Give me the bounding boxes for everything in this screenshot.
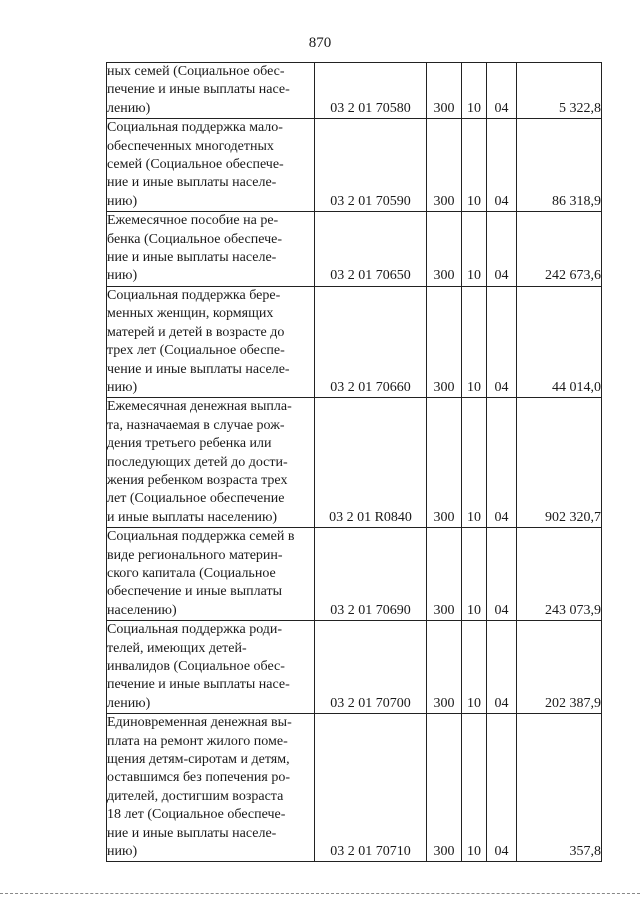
row-name: Социальная поддержка бере- менных женщин, кормящих матерей и детей в возрасте до трех лет (Социальное обеспе- чение и иные выплаты населе- нию) bbox=[107, 286, 315, 397]
row-code: 03 2 01 70690 bbox=[315, 528, 427, 621]
table-row bbox=[107, 398, 602, 528]
table-row bbox=[107, 63, 602, 119]
row-amount: 242 673,6 bbox=[517, 212, 602, 287]
row-name: Социальная поддержка роди- телей, имеющих детей- инвалидов (Социальное обес- печение и иные выплаты насе- лению) bbox=[107, 621, 315, 714]
row-amount: 202 387,9 bbox=[517, 621, 602, 714]
row-rz: 10 bbox=[462, 286, 487, 397]
row-code: 03 2 01 70660 bbox=[315, 286, 427, 397]
row-name: Ежемесячная денежная выпла- та, назначаемая в случае рож- дения третьего ребенка или последующих детей до дости- жения ребенком возраста трех лет (Социальное обеспечение и иные выплаты населению) bbox=[107, 398, 315, 528]
table-row bbox=[107, 286, 602, 397]
row-vr: 300 bbox=[427, 119, 462, 212]
scan-bottom-edge bbox=[0, 893, 640, 894]
row-pr: 04 bbox=[487, 286, 517, 397]
row-code: 03 2 01 70710 bbox=[315, 714, 427, 862]
row-rz: 10 bbox=[462, 119, 487, 212]
row-pr: 04 bbox=[487, 621, 517, 714]
row-pr: 04 bbox=[487, 528, 517, 621]
table-row bbox=[107, 714, 602, 862]
row-code: 03 2 01 R0840 bbox=[315, 398, 427, 528]
row-vr: 300 bbox=[427, 286, 462, 397]
row-vr: 300 bbox=[427, 63, 462, 119]
row-name: Социальная поддержка мало- обеспеченных многодетных семей (Социальное обеспече- ние и иные выплаты населе- нию) bbox=[107, 119, 315, 212]
row-vr: 300 bbox=[427, 212, 462, 287]
row-vr: 300 bbox=[427, 714, 462, 862]
row-name: Единовременная денежная вы- плата на ремонт жилого поме- щения детям-сиротам и детям, оставшимся без попечения ро- дителей, достигшим возраста 18 лет (Социальное обеспече- ние и иные выплаты населе- нию) bbox=[107, 714, 315, 862]
row-code: 03 2 01 70580 bbox=[315, 63, 427, 119]
row-pr: 04 bbox=[487, 714, 517, 862]
row-amount: 86 318,9 bbox=[517, 119, 602, 212]
row-rz: 10 bbox=[462, 212, 487, 287]
row-amount: 5 322,8 bbox=[517, 63, 602, 119]
row-amount: 243 073,9 bbox=[517, 528, 602, 621]
row-rz: 10 bbox=[462, 714, 487, 862]
row-vr: 300 bbox=[427, 621, 462, 714]
row-rz: 10 bbox=[462, 528, 487, 621]
row-name: ных семей (Социальное обес- печение и иные выплаты насе- лению) bbox=[107, 63, 315, 119]
row-rz: 10 bbox=[462, 398, 487, 528]
table-row bbox=[107, 119, 602, 212]
row-pr: 04 bbox=[487, 63, 517, 119]
row-amount: 902 320,7 bbox=[517, 398, 602, 528]
row-amount: 357,8 bbox=[517, 714, 602, 862]
row-vr: 300 bbox=[427, 398, 462, 528]
page-number: 870 bbox=[308, 35, 332, 51]
table-row bbox=[107, 528, 602, 621]
row-code: 03 2 01 70650 bbox=[315, 212, 427, 287]
budget-table bbox=[106, 62, 602, 862]
row-pr: 04 bbox=[487, 398, 517, 528]
row-rz: 10 bbox=[462, 63, 487, 119]
row-pr: 04 bbox=[487, 119, 517, 212]
row-code: 03 2 01 70590 bbox=[315, 119, 427, 212]
table-row bbox=[107, 212, 602, 287]
row-amount: 44 014,0 bbox=[517, 286, 602, 397]
row-pr: 04 bbox=[487, 212, 517, 287]
row-vr: 300 bbox=[427, 528, 462, 621]
budget-table-body bbox=[107, 63, 602, 862]
row-name: Социальная поддержка семей в виде регионального материн- ского капитала (Социальное обеспечение и иные выплаты населению) bbox=[107, 528, 315, 621]
row-rz: 10 bbox=[462, 621, 487, 714]
table-row bbox=[107, 621, 602, 714]
row-name: Ежемесячное пособие на ре- бенка (Социальное обеспече- ние и иные выплаты населе- нию) bbox=[107, 212, 315, 287]
row-code: 03 2 01 70700 bbox=[315, 621, 427, 714]
